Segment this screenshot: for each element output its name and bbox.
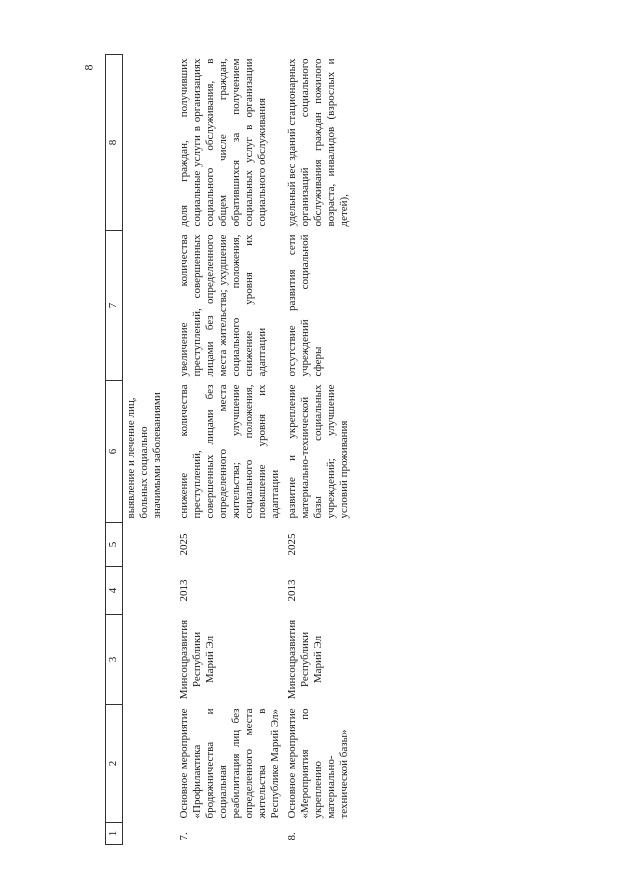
header-col-5: 5 <box>106 523 123 567</box>
row-indicator: удельный вес зданий стационарных организаций социального обслуживания граждан пожилого возраста, инвалидов (взрослых и детей), <box>286 58 350 227</box>
row-measure-name: Основное мероприятие «Мероприятия по укреплению материально-технической базы» <box>286 708 350 819</box>
row-number: 7. <box>178 832 190 841</box>
header-col-7: 7 <box>106 231 123 381</box>
row-consequences: увеличение количества преступлений, совершенных лицами без определенного места жительства; ухудшение социального положения, снижение уровня их адаптации <box>178 234 268 377</box>
document-sheet <box>105 55 615 845</box>
row-expected-result: развитие и укрепление материально-технической базы социальных учреждений; улучшение условий проживания <box>286 384 350 519</box>
header-col-2: 2 <box>106 705 123 823</box>
table-row-continuation <box>123 55 177 845</box>
header-col-8: 8 <box>106 55 123 231</box>
row-executor: Минсоцразвития Республики Марий Эл <box>286 619 324 700</box>
header-col-4: 4 <box>106 567 123 615</box>
header-col-3: 3 <box>106 615 123 705</box>
page-number: 8 <box>81 64 96 71</box>
row-measure-name: Основное мероприятие «Профилактика бродяжничества и социальная реабилитация лиц без определенного места жительства в Республике Марий Эл» <box>178 708 281 819</box>
table-row <box>284 55 353 845</box>
row-start-year: 2013 <box>286 579 298 602</box>
row-start-year: 2013 <box>178 579 190 602</box>
row-end-year: 2025 <box>178 533 190 556</box>
table-row <box>176 55 284 845</box>
header-row <box>106 55 123 845</box>
continuation-result: выявление и лечение лиц, больных социально значимыми заболеваниями <box>125 392 163 519</box>
row-end-year: 2025 <box>286 533 298 556</box>
row-executor: Минсоцразвития Республики Марий Эл <box>178 619 216 700</box>
header-col-6: 6 <box>106 381 123 523</box>
header-col-1: 1 <box>106 823 123 845</box>
row-indicator: доля граждан, получивших социальные услуги в организациях социального обслуживания, в общем числе граждан, обратившихся за получением социальных услуг в организации социального обслуживания <box>178 58 268 227</box>
row-consequences: отсутствие развития сети учреждений социальной сферы <box>286 234 324 377</box>
row-number: 8. <box>286 832 298 841</box>
program-table <box>105 54 353 845</box>
row-expected-result: снижение количества преступлений, совершенных лицами без определенного места жительства; улучшение социального положения, повышение уровня их адаптации <box>178 384 281 519</box>
